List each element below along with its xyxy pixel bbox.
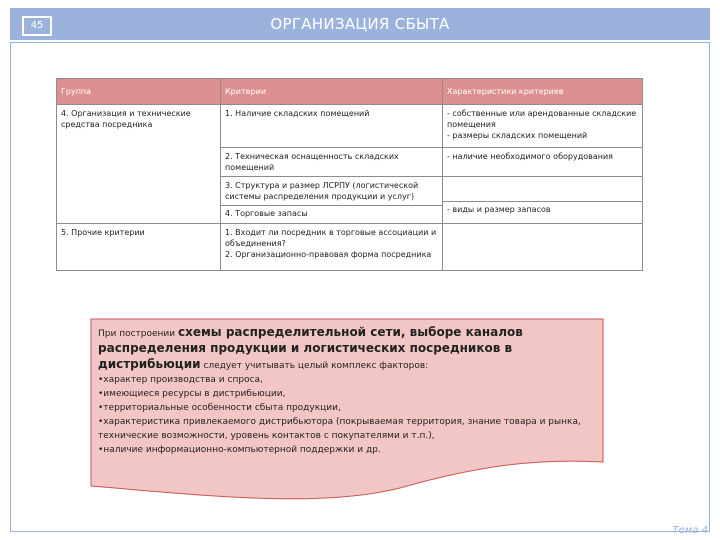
note-tail: следует учитывать целый комплекс факторов:: [203, 361, 429, 371]
table-row: [57, 105, 643, 148]
criteria-text: 1. Входит ли посредник в торговые ассоциации и объединения?: [225, 228, 437, 248]
criteria-text: 3. Структура и размер ЛСРПУ (логистической системы распределения продукции и услуг): [221, 177, 442, 206]
characteristics-cell: [443, 224, 643, 271]
slide-title: ОРГАНИЗАЦИЯ СБЫТА: [270, 15, 450, 33]
criteria-text: 4. Торговые запасы: [225, 209, 308, 218]
note-text: [98, 325, 596, 457]
table-row: [57, 224, 643, 271]
slide-header: [10, 8, 710, 40]
criteria-cell: 1. Наличие складских помещений: [221, 105, 443, 148]
criteria-text: 2. Организационно-правовая форма посредника: [225, 250, 432, 259]
header-criteria: Критерии: [221, 79, 443, 105]
characteristic-line: - собственные или арендованные складские помещения: [447, 109, 637, 129]
characteristics-cell: [443, 105, 643, 148]
characteristics-cell: - наличие необходимого оборудования: [443, 148, 643, 177]
note-bullet: •наличие информационно-компьютерной поддержки и др.: [98, 445, 381, 455]
characteristics-cell: [443, 177, 643, 224]
table-header-row: [57, 79, 643, 105]
group-cell: 5. Прочие критерии: [57, 224, 221, 271]
note-bullet: •характер производства и спроса,: [98, 375, 263, 385]
criteria-cell: [221, 224, 443, 271]
footer-topic: Тема 4: [672, 525, 708, 536]
note-intro: При построении: [98, 329, 176, 339]
header-characteristics: Характеристики критериев: [443, 79, 643, 105]
criteria-cell: [221, 177, 443, 224]
note-bullet: •имеющиеся ресурсы в дистрибьюции,: [98, 389, 286, 399]
note-bullet: •характеристика привлекаемого дистрибьютора (покрываемая территория, знание товара и рынка, технические возможности, уровень контактов с покупателями и т.п.),: [98, 417, 581, 441]
criteria-table: [56, 78, 643, 271]
slide-number: 45: [22, 16, 52, 36]
characteristic-line: - размеры складских помещений: [447, 131, 588, 140]
group-cell: 4. Организация и технические средства посредника: [57, 105, 221, 224]
note-bullet: •территориальные особенности сбыта продукции,: [98, 403, 341, 413]
criteria-cell: 2. Техническая оснащенность складских помещений: [221, 148, 443, 177]
note-emphasis: схемы распределительной сети, выборе каналов распределения продукции и логистических посредников в дистрибьюции: [98, 325, 523, 371]
characteristic-line: - виды и размер запасов: [447, 205, 551, 214]
header-group: Группа: [57, 79, 221, 105]
